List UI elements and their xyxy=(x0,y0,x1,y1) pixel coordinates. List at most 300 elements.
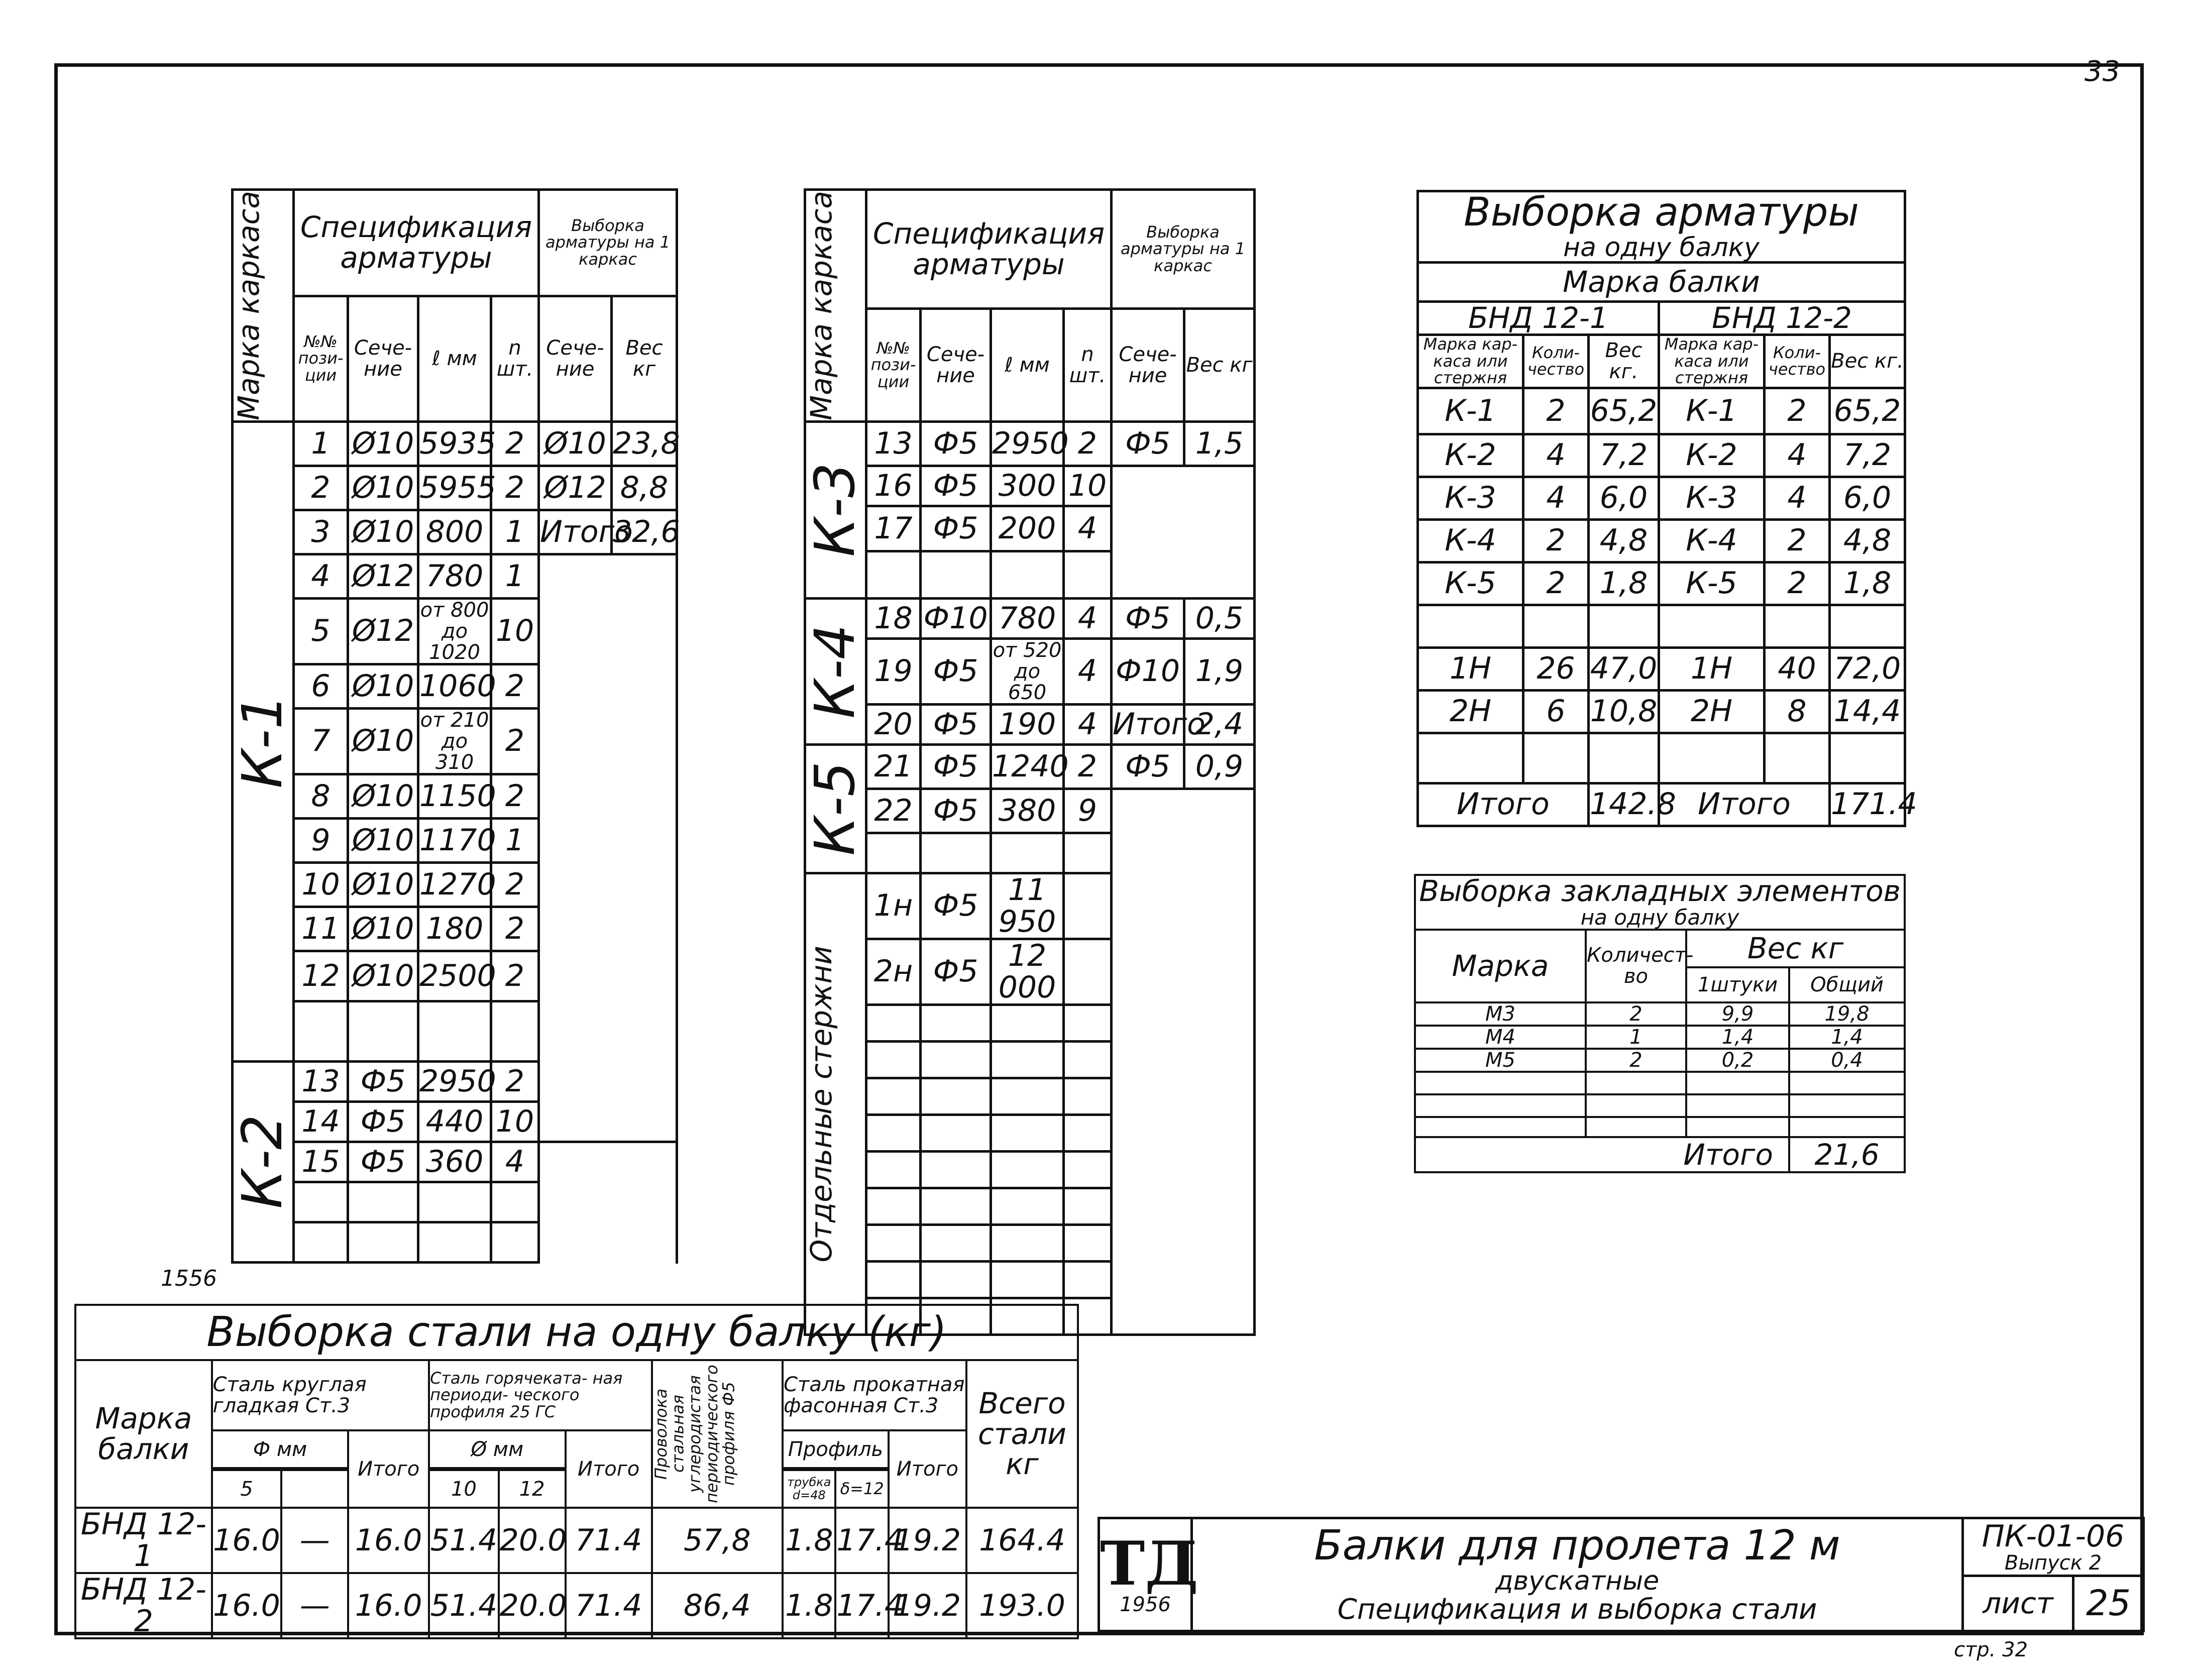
table-cell: 13 xyxy=(866,421,921,466)
table-cell: Ф5 xyxy=(921,466,991,506)
table-cell: Ф5 xyxy=(921,704,991,744)
table-cell: 17 xyxy=(866,506,921,551)
table-cell: БНД 12-2 xyxy=(75,1573,212,1638)
total-value: 142.8 xyxy=(1589,783,1659,826)
table-cell: Ф5 xyxy=(1112,421,1184,466)
table-row xyxy=(1418,434,1905,477)
table-cell: 1170 xyxy=(418,818,491,862)
table-cell: 23,8 xyxy=(612,421,677,466)
col-marka: Марка каркаса xyxy=(233,190,294,422)
table-cell: К-1 xyxy=(1418,388,1523,434)
table-cell: 2 xyxy=(491,907,539,951)
table-cell: М5 xyxy=(1415,1049,1586,1072)
table-cell: Ф10 xyxy=(921,598,991,638)
table-cell: 200 xyxy=(991,506,1064,551)
table-cell: 0,9 xyxy=(1184,744,1255,789)
table-cell: 21 xyxy=(866,744,921,789)
col-12: 12 xyxy=(499,1470,566,1508)
table-cell: 15 xyxy=(294,1142,348,1182)
table-cell: 19 xyxy=(866,638,921,704)
marka-balki-header: Марка балки xyxy=(1418,263,1905,302)
table-row xyxy=(1418,388,1905,434)
col-ves: Вес кг xyxy=(1184,309,1255,422)
table-cell xyxy=(1765,605,1830,647)
table-cell: 10 xyxy=(1064,466,1112,506)
zakladnye-table xyxy=(1414,874,1906,1173)
col-vyborka: Выборка арматуры на 1 каркас xyxy=(539,190,677,296)
table-cell: 193.0 xyxy=(966,1573,1078,1638)
vyborka-title: Выборка арматуры xyxy=(1418,191,1905,234)
table-cell: 9 xyxy=(294,818,348,862)
table-row xyxy=(1418,562,1905,605)
table-cell: Ф5 xyxy=(921,638,991,704)
table-cell: 17.4 xyxy=(835,1573,888,1638)
table-cell: 2950 xyxy=(991,421,1064,466)
table-cell: 4 xyxy=(1523,477,1589,519)
group-k4: К-4 xyxy=(805,598,866,744)
table-row xyxy=(1418,733,1905,783)
table-cell: 13 xyxy=(294,1061,348,1101)
table-cell xyxy=(1765,733,1830,783)
col-trubka: трубка d=48 xyxy=(783,1470,835,1508)
table-cell: 2 xyxy=(491,1061,539,1101)
table-cell: К-4 xyxy=(1418,519,1523,562)
zakladnye-subtitle: на одну балку xyxy=(1415,907,1905,930)
table-cell: 6 xyxy=(1523,690,1589,733)
table-cell: 51.4 xyxy=(429,1573,499,1638)
table-row xyxy=(1418,647,1905,690)
table-cell: 1.8 xyxy=(783,1573,835,1638)
table-cell: 9 xyxy=(1064,789,1112,833)
table-cell: 6,0 xyxy=(1589,477,1659,519)
table-cell: Ф5 xyxy=(921,421,991,466)
table-cell: 2Н xyxy=(1659,690,1765,733)
total-label: Итого xyxy=(1659,783,1830,826)
table-cell: 10,8 xyxy=(1589,690,1659,733)
table-cell: 12 xyxy=(294,951,348,1001)
table-cell: Ø10 xyxy=(348,818,418,862)
table-cell: Ø10 xyxy=(348,466,418,510)
table-cell: 1 xyxy=(491,554,539,598)
table-cell xyxy=(1064,873,1112,939)
table-cell: 4 xyxy=(1064,704,1112,744)
table-cell: Ф5 xyxy=(348,1101,418,1142)
table-cell: 2,4 xyxy=(1184,704,1255,744)
table-row xyxy=(1415,1026,1905,1049)
table-cell: 0,5 xyxy=(1184,598,1255,638)
table-cell xyxy=(1589,733,1659,783)
col-ves: Вес кг xyxy=(1686,930,1905,967)
table-cell: 2500 xyxy=(418,951,491,1001)
table-cell: 2 xyxy=(491,466,539,510)
table-cell: Ф5 xyxy=(348,1061,418,1101)
table-cell: от 210 до 310 xyxy=(418,708,491,774)
col-delta: δ=12 xyxy=(835,1470,888,1508)
table-cell: 2 xyxy=(1064,744,1112,789)
table-cell: 1,4 xyxy=(1686,1026,1789,1049)
table-cell: 14,4 xyxy=(1830,690,1905,733)
table-cell: 2 xyxy=(491,664,539,708)
total-value: 21,6 xyxy=(1789,1137,1905,1172)
table-row xyxy=(1418,519,1905,562)
group-k3: К-3 xyxy=(805,421,866,598)
col-spec: Спецификация арматуры xyxy=(866,190,1112,309)
group-k1: К-1 xyxy=(233,421,294,1061)
table-cell: 51.4 xyxy=(429,1508,499,1573)
table-cell: 40 xyxy=(1765,647,1830,690)
table-cell: 1 xyxy=(491,818,539,862)
col-marka: Марка балки xyxy=(75,1360,212,1508)
stali-title: Выборка стали на одну балку (кг) xyxy=(75,1305,1078,1360)
group-separate-bars: Отдельные стержни xyxy=(805,873,866,1334)
table-cell: 1н xyxy=(866,873,921,939)
table-cell: Ф10 xyxy=(1112,638,1184,704)
table-cell: 4 xyxy=(294,554,348,598)
table-cell: К-3 xyxy=(1418,477,1523,519)
col-mark: Марка кар- каса или стержня xyxy=(1659,334,1765,388)
total-label: Итого xyxy=(1415,1137,1789,1172)
table-cell: 47,0 xyxy=(1589,647,1659,690)
table-cell: 16.0 xyxy=(212,1573,282,1638)
table-cell: Ø10 xyxy=(348,708,418,774)
table-cell: 2 xyxy=(1064,421,1112,466)
table-cell: 4 xyxy=(491,1142,539,1182)
table-cell xyxy=(1659,733,1765,783)
col-sech2: Сече- ние xyxy=(539,296,612,421)
table-cell: 14 xyxy=(294,1101,348,1142)
table-cell xyxy=(1418,733,1523,783)
spec-mid-table xyxy=(804,188,1256,1336)
col-10: 10 xyxy=(429,1470,499,1508)
table-cell: 2 xyxy=(1765,519,1830,562)
table-cell: 1,4 xyxy=(1789,1026,1905,1049)
table-cell: 2 xyxy=(294,466,348,510)
col-itogo: Итого xyxy=(889,1430,966,1508)
table-cell: 5 xyxy=(294,598,348,664)
table-cell: М4 xyxy=(1415,1026,1586,1049)
col-vsego: Всего стали кг xyxy=(966,1360,1078,1508)
total-label: Итого xyxy=(1418,783,1589,826)
col-sech2: Сече- ние xyxy=(1112,309,1184,422)
table-cell: Ø10 xyxy=(348,774,418,818)
table-cell: 0,2 xyxy=(1686,1049,1789,1072)
col-mark: Марка кар- каса или стержня xyxy=(1418,334,1523,388)
table-cell: 7,2 xyxy=(1830,434,1905,477)
table-cell: 4 xyxy=(1765,477,1830,519)
table-cell: 16.0 xyxy=(348,1508,429,1573)
table-cell: 4,8 xyxy=(1830,519,1905,562)
drawing-subtitle: двускатные xyxy=(1495,1566,1660,1597)
table-cell: Ø10 xyxy=(539,421,612,466)
table-cell: 9,9 xyxy=(1686,1002,1789,1026)
table-cell: 2 xyxy=(491,421,539,466)
drawing-title: Балки для пролета 12 м двускатные Спецификация и выборка стали xyxy=(1192,1518,1963,1631)
total-row xyxy=(1415,1137,1905,1172)
frame-note: 1556 xyxy=(161,1266,217,1291)
zakladnye-title: Выборка закладных элементов xyxy=(1415,875,1905,907)
table-cell: 26 xyxy=(1523,647,1589,690)
col-profil: Профиль xyxy=(783,1430,889,1468)
table-row xyxy=(1418,477,1905,519)
col-n: n шт. xyxy=(1064,309,1112,422)
table-cell: 5955 xyxy=(418,466,491,510)
table-cell: 2Н xyxy=(1418,690,1523,733)
col-ves: Вес кг xyxy=(612,296,677,421)
table-cell: 1,8 xyxy=(1589,562,1659,605)
col-n: n шт. xyxy=(491,296,539,421)
col-marka: Марка каркаса xyxy=(805,190,866,422)
col-l: ℓ мм xyxy=(418,296,491,421)
table-cell: 5935 xyxy=(418,421,491,466)
table-cell: 16.0 xyxy=(348,1573,429,1638)
table-cell: 2950 xyxy=(418,1061,491,1101)
table-cell xyxy=(1418,605,1523,647)
table-cell: К-4 xyxy=(1659,519,1765,562)
logo-year: 1956 xyxy=(1120,1593,1171,1616)
col-ves: Вес кг. xyxy=(1589,334,1659,388)
table-cell: 12 000 xyxy=(991,939,1064,1004)
table-cell: 2 xyxy=(1586,1049,1686,1072)
table-cell: 1060 xyxy=(418,664,491,708)
table-cell: БНД 12-1 xyxy=(75,1508,212,1573)
table-cell: 4 xyxy=(1523,434,1589,477)
table-cell: 20.0 xyxy=(499,1573,566,1638)
table-cell: 300 xyxy=(991,466,1064,506)
col-krug: Сталь круглая гладкая Ст.3 xyxy=(212,1360,429,1430)
table-cell: 20.0 xyxy=(499,1508,566,1573)
table-cell: 2 xyxy=(1765,562,1830,605)
table-cell: Ø12 xyxy=(348,598,418,664)
table-cell: 4,8 xyxy=(1589,519,1659,562)
table-cell: 10 xyxy=(491,598,539,664)
table-cell: 6 xyxy=(294,664,348,708)
total-row xyxy=(1418,783,1905,826)
table-cell xyxy=(1523,733,1589,783)
table-cell: 1270 xyxy=(418,862,491,907)
page-label: стр. 32 xyxy=(1954,1638,2028,1661)
table-cell: К-2 xyxy=(1659,434,1765,477)
table-cell: 180 xyxy=(418,907,491,951)
table-cell: 2 xyxy=(1523,562,1589,605)
table-cell: 11 950 xyxy=(991,873,1064,939)
col-5: 5 xyxy=(212,1470,282,1508)
col-qty: Коли- чество xyxy=(1765,334,1830,388)
table-cell xyxy=(1659,605,1765,647)
page-number: 33 xyxy=(2085,55,2121,88)
table-cell: К-5 xyxy=(1659,562,1765,605)
spec-left-table xyxy=(231,188,678,1264)
table-cell: 32,6 xyxy=(612,510,677,554)
table-cell: Ø12 xyxy=(348,554,418,598)
table-cell: 190 xyxy=(991,704,1064,744)
table-cell: 4 xyxy=(1064,638,1112,704)
col-pos: №№ пози- ции xyxy=(866,309,921,422)
col-itogo: Итого xyxy=(566,1430,652,1508)
table-cell: Ф5 xyxy=(1112,598,1184,638)
table-cell: Ø10 xyxy=(348,907,418,951)
table-cell: от 520 до 650 xyxy=(991,638,1064,704)
drawing-subtitle: Спецификация и выборка стали xyxy=(1337,1593,1817,1626)
table-cell: Ф5 xyxy=(921,873,991,939)
col-qty: Коли- чество xyxy=(1523,334,1589,388)
table-cell: 7 xyxy=(294,708,348,774)
beam-header: БНД 12-2 xyxy=(1659,302,1905,335)
table-cell: 10 xyxy=(294,862,348,907)
table-cell: Ø10 xyxy=(348,421,418,466)
table-cell: Ф5 xyxy=(1112,744,1184,789)
table-cell: 2 xyxy=(491,774,539,818)
col-gor: Сталь горячеката- ная периоди- ческого профиля 25 ГС xyxy=(429,1360,652,1430)
table-cell: Ф5 xyxy=(921,789,991,833)
table-cell: Ø10 xyxy=(348,510,418,554)
table-row xyxy=(1418,605,1905,647)
table-row xyxy=(1415,1002,1905,1026)
group-k2: К-2 xyxy=(233,1061,294,1262)
table-cell: 1Н xyxy=(1659,647,1765,690)
table-cell: К-3 xyxy=(1659,477,1765,519)
table-cell xyxy=(1830,733,1905,783)
table-cell: Итого xyxy=(1112,704,1184,744)
table-cell: — xyxy=(281,1508,348,1573)
table-cell: 71.4 xyxy=(566,1508,652,1573)
table-cell: М3 xyxy=(1415,1002,1586,1026)
table-cell: 8,8 xyxy=(612,466,677,510)
table-cell: от 800 до 1020 xyxy=(418,598,491,664)
table-cell: 1 xyxy=(294,421,348,466)
col-d-mm: Ф мм xyxy=(212,1430,349,1468)
table-cell: 65,2 xyxy=(1589,388,1659,434)
table-cell: Ø10 xyxy=(348,664,418,708)
col-marka: Марка xyxy=(1415,930,1586,1002)
table-cell: К-5 xyxy=(1418,562,1523,605)
sheet-label: лист xyxy=(1963,1576,2073,1631)
col-prov: Проволока стальная углеродистая периодического профиля Ф5 xyxy=(652,1360,783,1508)
table-row xyxy=(75,1508,1078,1573)
table-cell xyxy=(1830,605,1905,647)
table-cell: 2 xyxy=(491,862,539,907)
table-cell: — xyxy=(281,1573,348,1638)
table-cell: 2 xyxy=(1586,1002,1686,1026)
table-cell: К-1 xyxy=(1659,388,1765,434)
table-cell xyxy=(1523,605,1589,647)
table-cell: 1150 xyxy=(418,774,491,818)
col-1sht: 1штуки xyxy=(1686,967,1789,1002)
table-cell: 2 xyxy=(1765,388,1830,434)
col-vyborka: Выборка арматуры на 1 каркас xyxy=(1112,190,1255,309)
table-cell: 16 xyxy=(866,466,921,506)
table-cell: 800 xyxy=(418,510,491,554)
table-cell xyxy=(1589,605,1659,647)
table-cell: 22 xyxy=(866,789,921,833)
logo: ТД 1956 xyxy=(1099,1518,1192,1631)
table-cell: 18 xyxy=(866,598,921,638)
total-value: 171.4 xyxy=(1830,783,1905,826)
col-sech: Сече- ние xyxy=(921,309,991,422)
vyborka-armatury-table xyxy=(1416,190,1917,827)
table-cell: Ф5 xyxy=(921,939,991,1004)
table-cell: 1,9 xyxy=(1184,638,1255,704)
table-cell: 20 xyxy=(866,704,921,744)
table-cell: 1,8 xyxy=(1830,562,1905,605)
table-cell: 4 xyxy=(1064,506,1112,551)
table-cell: 19,8 xyxy=(1789,1002,1905,1026)
table-cell: 1 xyxy=(491,510,539,554)
table-cell: Ø10 xyxy=(348,862,418,907)
table-cell: 17.4 xyxy=(835,1508,888,1573)
table-cell: Ф5 xyxy=(348,1142,418,1182)
table-cell: 7,2 xyxy=(1589,434,1659,477)
table-cell: 4 xyxy=(1064,598,1112,638)
table-cell: 8 xyxy=(294,774,348,818)
title-block xyxy=(1098,1517,2145,1632)
table-cell: 19.2 xyxy=(889,1508,966,1573)
table-row xyxy=(75,1573,1078,1638)
table-cell: 19.2 xyxy=(889,1573,966,1638)
col-ves: Вес кг. xyxy=(1830,334,1905,388)
table-row xyxy=(1415,1049,1905,1072)
table-cell: 380 xyxy=(991,789,1064,833)
table-cell: 8 xyxy=(1765,690,1830,733)
table-cell: Ø10 xyxy=(348,951,418,1001)
col-sech: Сече- ние xyxy=(348,296,418,421)
table-cell: 164.4 xyxy=(966,1508,1078,1573)
table-cell: Ø12 xyxy=(539,466,612,510)
issue: Выпуск 2 xyxy=(2004,1551,2102,1575)
table-cell: 3 xyxy=(294,510,348,554)
sheet-number: 25 xyxy=(2073,1576,2144,1631)
table-cell: 440 xyxy=(418,1101,491,1142)
table-cell: 780 xyxy=(418,554,491,598)
table-row xyxy=(1418,690,1905,733)
table-cell: Ф5 xyxy=(921,506,991,551)
table-cell: Итого xyxy=(539,510,612,554)
table-cell: 1,5 xyxy=(1184,421,1255,466)
table-cell: 1Н xyxy=(1418,647,1523,690)
table-cell: 71.4 xyxy=(566,1573,652,1638)
drawing-code: ПК-01-06 Выпуск 2 xyxy=(1963,1518,2144,1576)
table-cell: 4 xyxy=(1765,434,1830,477)
group-k5: К-5 xyxy=(805,744,866,873)
col-total: Общий xyxy=(1789,967,1905,1002)
table-cell: 2 xyxy=(491,708,539,774)
table-cell: 780 xyxy=(991,598,1064,638)
vyborka-subtitle: на одну балку xyxy=(1418,234,1905,263)
table-cell xyxy=(1064,939,1112,1004)
vyborka-stali-table xyxy=(74,1304,1079,1639)
table-cell: 2 xyxy=(1523,519,1589,562)
col-itogo: Итого xyxy=(348,1430,429,1508)
col-qty: Количест- во xyxy=(1586,930,1686,1002)
table-cell: 72,0 xyxy=(1830,647,1905,690)
col-pos: №№ пози- ции xyxy=(294,296,348,421)
table-cell: 360 xyxy=(418,1142,491,1182)
table-cell: 6,0 xyxy=(1830,477,1905,519)
beam-header: БНД 12-1 xyxy=(1418,302,1659,335)
table-cell: 1 xyxy=(1586,1026,1686,1049)
table-cell: 65,2 xyxy=(1830,388,1905,434)
table-cell: 11 xyxy=(294,907,348,951)
table-cell: 57,8 xyxy=(652,1508,783,1573)
table-cell: К-2 xyxy=(1418,434,1523,477)
col-l: ℓ мм xyxy=(991,309,1064,422)
table-cell: 1240 xyxy=(991,744,1064,789)
table-cell: 1.8 xyxy=(783,1508,835,1573)
table-cell: 86,4 xyxy=(652,1573,783,1638)
table-cell: Ф5 xyxy=(921,744,991,789)
table-cell: 2 xyxy=(491,951,539,1001)
table-cell: 2 xyxy=(1523,388,1589,434)
table-cell: 16.0 xyxy=(212,1508,282,1573)
